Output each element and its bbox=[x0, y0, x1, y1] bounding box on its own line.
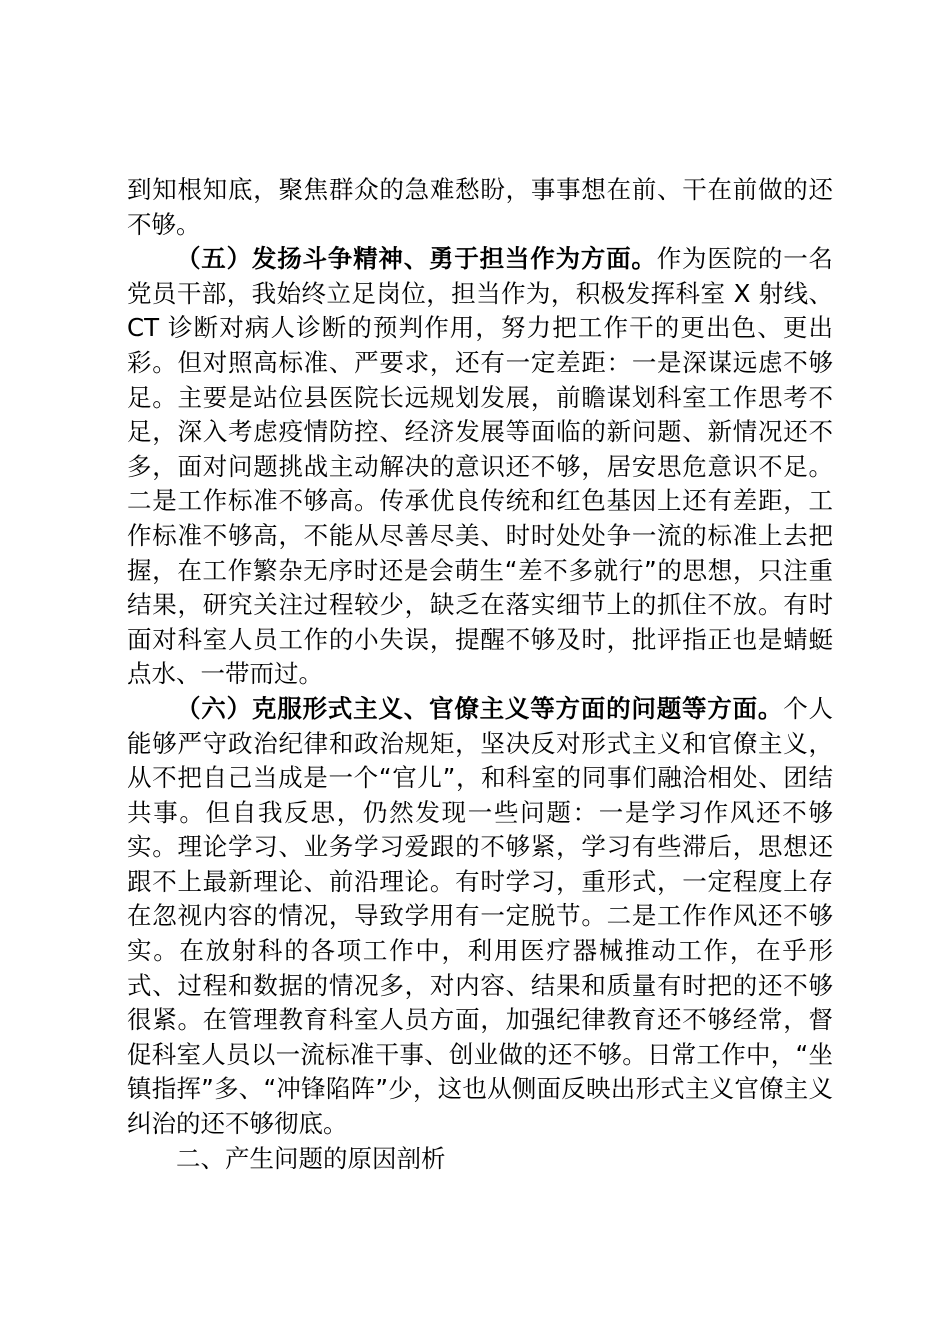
section-two-heading bbox=[127, 1142, 833, 1177]
paragraph-continued-text: 到知根知底，聚焦群众的急难愁盼，事事想在前、干在前做的还不够。 bbox=[127, 175, 833, 239]
paragraph-section-6 bbox=[127, 692, 833, 1142]
section-5-heading: （五）发扬斗争精神、勇于担当作为方面。 bbox=[176, 244, 657, 274]
paragraph-continued bbox=[127, 173, 833, 242]
document-body bbox=[127, 173, 833, 1176]
section-6-body: 个人能够严守政治纪律和政治规矩，坚决反对形式主义和官僚主义，从不把自己当成是一个“官儿”，和科室的同事们融洽相处、团结共事。但自我反思，仍然发现一些问题：一是学习作风还不够实。理论学习、业务学习爱跟的不够紧，学习有些滞后，思想还跟不上最新理论、前沿理论。有时学习，重形式，一定程度上存在忽视内容的情况，导致学用有一定脱节。二是工作作风还不够实。在放射科的各项工作中，利用医疗器械推动工作，在乎形式、过程和数据的情况多，对内容、结果和质量有时把的还不够很紧。在管理教育科室人员方面，加强纪律教育还不够经常，督促科室人员以一流标准干事、创业做的还不够。日常工作中，“坐镇指挥”多、“冲锋陷阵”少，这也从侧面反映出形式主义官僚主义纠治的还不够彻底。 bbox=[127, 693, 834, 1139]
section-5-body: 作为医院的一名党员干部，我始终立足岗位，担当作为，积极发挥科室 X 射线、CT 诊断对病人诊断的预判作用，努力把工作干的更出色、更出彩。但对照高标准、严要求，还有一定差距：一是深谋远虑不够足。主要是站位县医院长远规划发展，前瞻谋划科室工作思考不足，深入考虑疫情防控、经济发展等面临的新问题、新情况还不多，面对问题挑战主动解决的意识还不够，居安思危意识不足。二是工作标准不够高。传承优良传统和红色基因上还有差距，工作标准不够高，不能从尽善尽美、时时处处争一流的标准上去把握，在工作繁杂无序时还是会萌生“差不多就行”的思想，只注重结果，研究关注过程较少，缺乏在落实细节上的抓住不放。有时面对科室人员工作的小失误，提醒不够及时，批评指正也是蜻蜓点水、一带而过。 bbox=[127, 244, 834, 689]
section-6-heading: （六）克服形式主义、官僚主义等方面的问题等方面。 bbox=[176, 693, 784, 723]
paragraph-section-5 bbox=[127, 242, 833, 692]
section-two-heading-text: 二、产生问题的原因剖析 bbox=[176, 1143, 446, 1173]
